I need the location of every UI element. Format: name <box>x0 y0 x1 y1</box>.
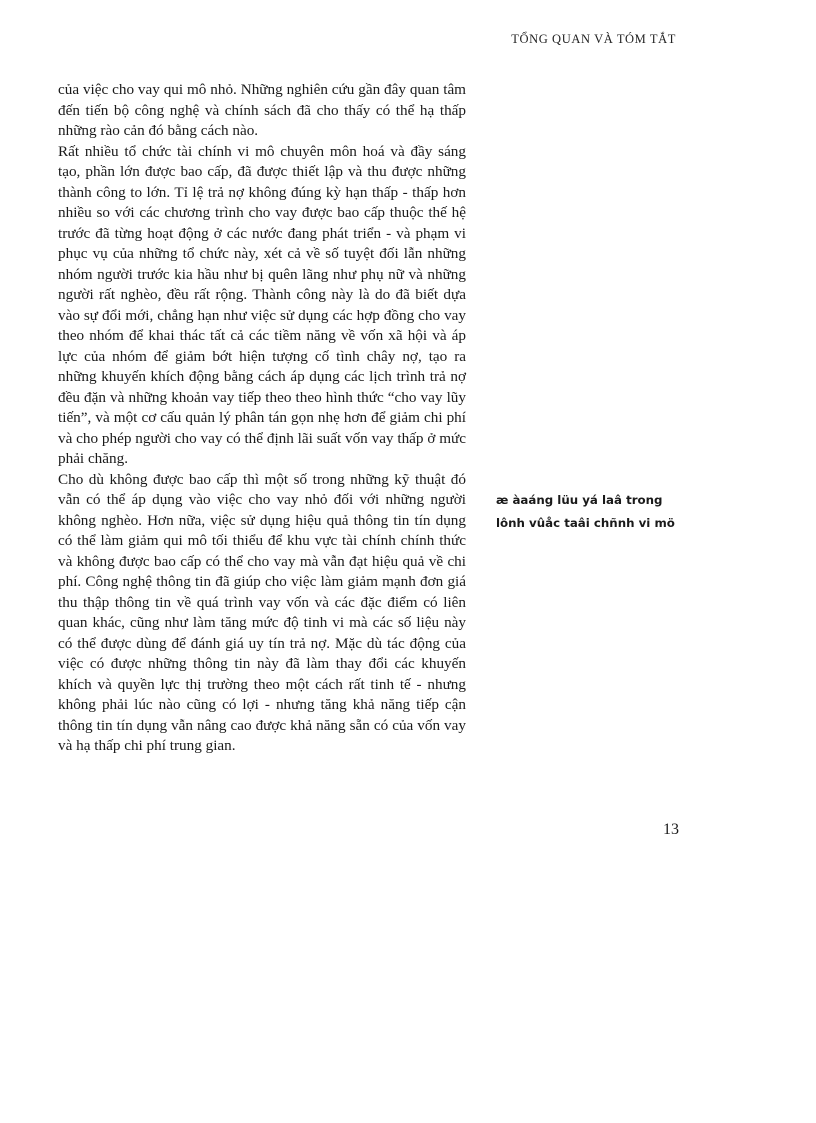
page-number: 13 <box>663 821 679 838</box>
margin-note-line: lônh vûåc taâi chñnh vi mö <box>496 516 675 530</box>
main-text-column <box>58 80 466 757</box>
running-header: TỔNG QUAN VÀ TÓM TẮT <box>511 32 676 46</box>
margin-note <box>496 489 686 535</box>
paragraph: của việc cho vay qui mô nhỏ. Những nghiên cứu gần đây quan tâm đến tiến bộ công nghệ và chính sách đã cho thấy có thể hạ thấp những rào cản đó bằng cách nào. <box>58 81 466 139</box>
paragraph: Rất nhiều tổ chức tài chính vi mô chuyên môn hoá và đầy sáng tạo, phần lớn được bao cấp, đã được thiết lập và thu được những thành công to lớn. Tỉ lệ trả nợ không đúng kỳ hạn thấp - thấp hơn nhiều so với các chương trình cho vay được bao cấp thuộc thế hệ trước đã từng hoạt động ở các nước đang phát triển - và phạm vi phục vụ của những tổ chức này, xét cả về số tuyệt đối lẫn những nhóm người trước kia hầu như bị quên lãng như phụ nữ và những người rất nghèo, đều rất rộng. Thành công này là do đã biết dựa vào sự đổi mới, chẳng hạn như việc sử dụng các hợp đồng cho vay theo nhóm để khai thác tất cả các tiềm năng về vốn xã hội và áp lực của nhóm để giảm bớt hiện tượng cố tình chây nợ, tạo ra những khuyến khích động bằng cách áp dụng các lịch trình trả nợ đều đặn và những khoản vay tiếp theo theo hình thức “cho vay lũy tiến”, và một cơ cấu quản lý phân tán gọn nhẹ hơn để giảm chi phí và cho phép người cho vay có thể định lãi suất vốn vay thấp ở mức phải chăng. <box>58 142 466 467</box>
margin-note-line: æ àaáng lüu yá laâ trong <box>496 493 663 507</box>
paragraph: Cho dù không được bao cấp thì một số trong những kỹ thuật đó vẫn có thể áp dụng vào việc cho vay nhỏ đối với những người không nghèo. Hơn nữa, việc sử dụng hiệu quả thông tin tín dụng có thể làm giảm qui mô tối thiểu để khu vực tài chính chính thức và không được bao cấp có thể cho vay mà vẫn đạt hiệu quả về chi phí. Công nghệ thông tin đã giúp cho việc làm giảm mạnh đơn giá thu thập thông tin về quá trình vay vốn và các đặc điểm có liên quan khác, cũng như làm tăng mức độ tinh vi mà các số liệu này có thể được dùng để đánh giá uy tín trả nợ. Mặc dù tác động của việc có được những thông tin này đã làm thay đổi các khuyến khích và quyền lực thị trường theo một cách rất tinh tế - nhưng không phải lúc nào cũng có lợi - nhưng tăng khả năng tiếp cận thông tin tín dụng vẫn nâng cao được khả năng sẵn có của vốn vay và hạ thấp chi phí trung gian. <box>58 470 466 754</box>
